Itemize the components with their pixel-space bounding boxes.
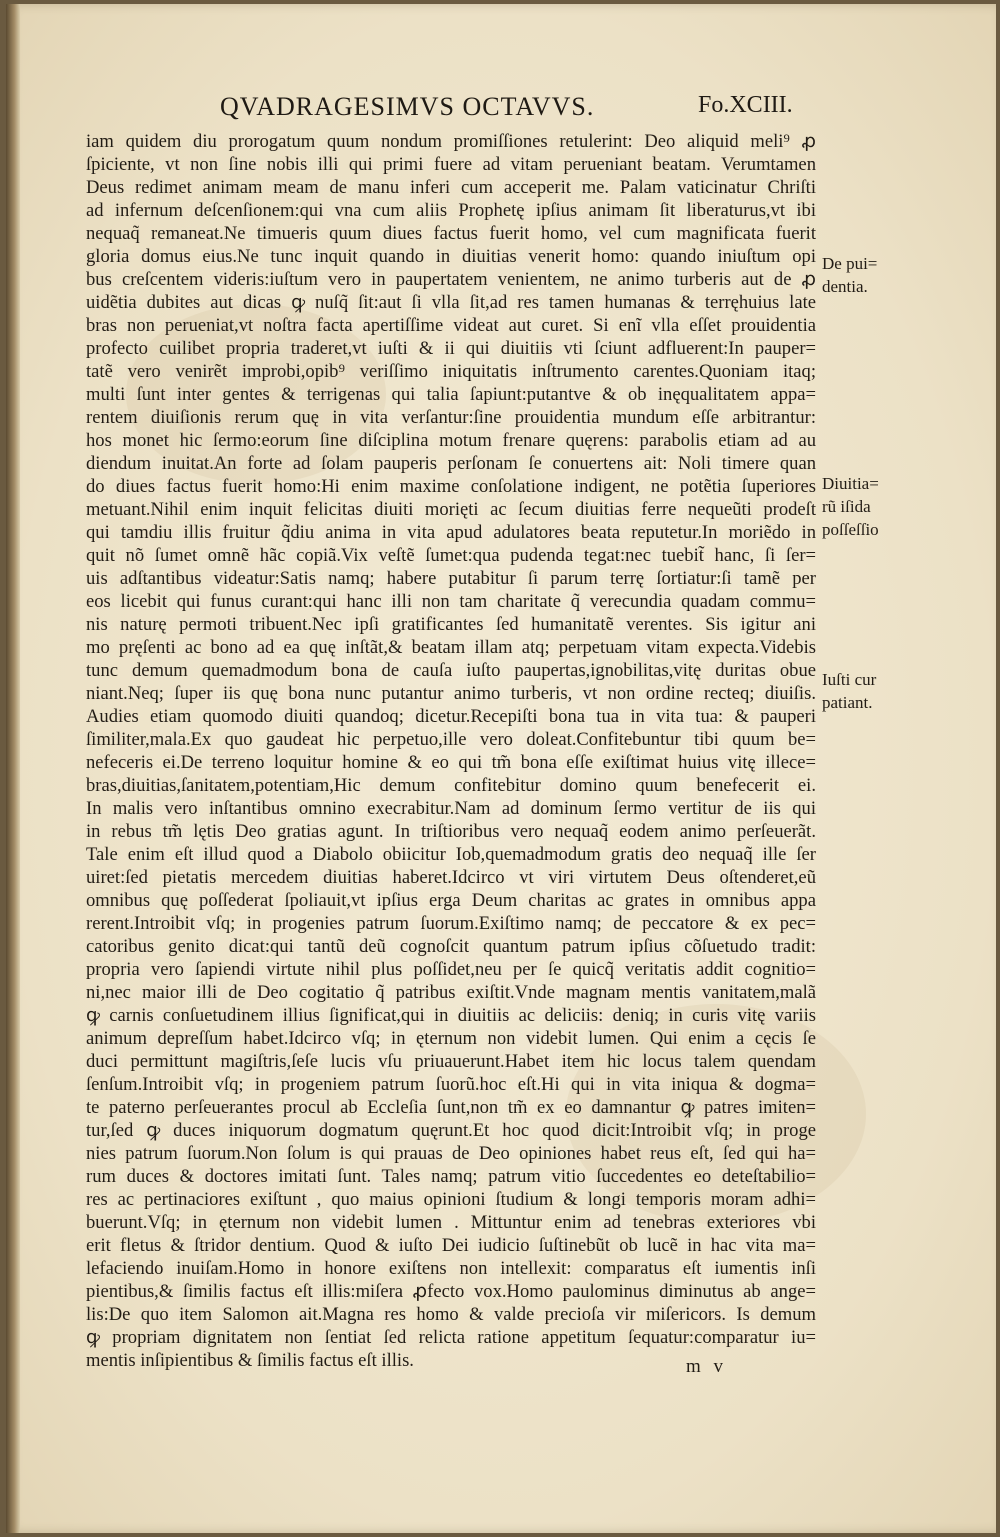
- text-line: buerunt.Vſq; in ęternum non videbit lumen . Mittuntur enim ad tenebras exteriores vbi: [86, 1212, 816, 1233]
- text-line: omnibus quę poſſederat ſpoliauit,vt ipſius erga Deum charitas ac grates in omnibus appa: [86, 890, 816, 911]
- text-line: nequaq̃ remaneat.Ne timueris quum diues factus fuerit homo, vel cum magnificata fuerit: [86, 223, 816, 244]
- text-line: do diues factus fuerit homo:Hi enim maxime conſolatione indigent, ne potẽtia ſuperiores: [86, 476, 816, 497]
- margin-note-line: dentia.: [822, 277, 868, 296]
- text-line: eos licebit qui funus curant:qui hanc illi non tam charitate q̃ verecundia quadam commu=: [86, 591, 816, 612]
- text-line: in rebus tm̃ lętis Deo gratias agunt. In triſtioribus vero nequaq̃ eodem animo perſeuerãt.: [86, 821, 816, 842]
- text-line: uis adſtantibus videatur:Satis namq; habere putabitur ſi parum terrę ſortiatur:ſi tamẽ per: [86, 568, 816, 589]
- text-line: iam quidem diu prorogatum quum nondum promiſſiones retulerint: Deo aliquid meli⁹ ꝓ: [86, 131, 816, 152]
- margin-note-line: rũ iſida: [822, 497, 871, 516]
- text-line: hos monet hic ſermo:eorum ſine diſciplina motum frenare quęrens: parabolis etiam ad au: [86, 430, 816, 451]
- text-line: res ac pertinaciores exiſtunt , quo maius opinioni ſtudium & longi temporis moram adhi=: [86, 1189, 816, 1210]
- text-line: ꝙ carnis conſuetudinem illius ſignificat,qui in diuitiis ac deliciis: deniq; in curis vitę variis: [86, 1005, 816, 1026]
- text-line: ni,nec maior illi de Deo cogitatio q̃ patribus exiſtit.Vnde magnam mentis vanitatem,malã: [86, 982, 816, 1003]
- text-line: Deus redimet animam meam de manu inferi cum acceperit me. Palam vaticinatur Chriſti: [86, 177, 816, 198]
- text-line: uidẽtia dubites aut dicas ꝙ nuſq̃ ſit:aut ſi vlla ſit,ad res tamen humanas & terręhuius late: [86, 292, 816, 313]
- text-line: gloria domus eius.Ne tunc inquit quando in diuitias venerit homo: quando iniuſtum opi: [86, 246, 816, 267]
- text-line: ſpiciente, vt non ſine nobis illi qui primi fuere ad vitam perueniant beatam. Verumtamen: [86, 154, 816, 175]
- text-line: duci permittunt magiſtris,ſeſe lucis vſu priuauerunt.Habet item hic locus talem quendam: [86, 1051, 816, 1072]
- text-line: ſimiliter,mala.Ex quo gaudeat hic perpetuo,ille vero doleat.Confitebuntur tibi quum be=: [86, 729, 816, 750]
- text-line: ad infernum deſcenſionem:qui vna cum aliis Prophetę ipſius animam ſit liberaturus,vt ibi: [86, 200, 816, 221]
- margin-note-riches: [822, 472, 902, 541]
- text-line: bras,diuitias,ſanitatem,potentiam,Hic demum confitebitur domino quum benefecerit ei.: [86, 775, 816, 796]
- page-header: [6, 92, 996, 128]
- main-text-block: [86, 130, 816, 1372]
- text-line: Tale enim eſt illud quod a Diabolo obiicitur Iob,quemadmodum gratis deo nequaq̃ ille ſer: [86, 844, 816, 865]
- margin-note-line: poſſeſſio: [822, 520, 879, 539]
- text-line: qui tamdiu illis fruitur q̃diu anima in vita apud adulatores beata reputetur.In moriẽdo in: [86, 522, 816, 543]
- text-line: animum depreſſum habet.Idcirco vſq; in ęternum non videbit lumen. Qui enim a cęcis ſe: [86, 1028, 816, 1049]
- text-line: nefeceris ei.De terreno loquitur homine & eo qui tm̃ bona eſſe exiſtimat huius vitę illece=: [86, 752, 816, 773]
- book-page: [6, 4, 996, 1533]
- text-line: mo pręſenti ac bono ad ea quę inſtãt,& beatam illam atq; perpetuam vitam expecta.Videbis: [86, 637, 816, 658]
- text-line: catoribus genito dicat:qui tantũ deũ cognoſcit quantum patrum ipſius cõſuetudo tradit:: [86, 936, 816, 957]
- signature-mark: m v: [686, 1356, 728, 1377]
- text-line: rentem diuiſionis rerum quę in vita verſantur:ſine prouidentia mundum eſſe arbitrantur:: [86, 407, 816, 428]
- running-head: QVADRAGESIMVS OCTAVVS.: [220, 92, 595, 121]
- text-line: ſenſum.Introibit vſq; in progeniem patrum ſuorũ.hoc eſt.Hi qui in vita iniqua & dogma=: [86, 1074, 816, 1095]
- text-line: rum duces & doctores imitati ſunt. Tales namq; patrum vitio ſuccedentes eo deteſtabilio=: [86, 1166, 816, 1187]
- text-line: bus creſcentem videris:iuſtum vero in paupertatem venientem, ne animo turberis aut de ꝓ: [86, 269, 816, 290]
- text-line: te paterno perſeuerantes procul ab Eccleſia ſunt,non tm̃ ex eo damnantur ꝙ patres imiten=: [86, 1097, 816, 1118]
- text-line: lefaciendo inuiſam.Homo in honore exiſtens non intellexit: comparatus eſt iumentis inſi: [86, 1258, 816, 1279]
- margin-note-line: De pui=: [822, 254, 878, 273]
- text-line: mentis inſipientibus & ſimilis factus eſt illis.: [86, 1350, 414, 1371]
- margin-note-line: patiant.: [822, 693, 873, 712]
- text-line: ꝙ propriam dignitatem non ſentiat ſed relicta ratione appetitum ſequatur:comparatur iu=: [86, 1327, 816, 1348]
- text-line: tur,ſed ꝙ duces iniquorum dogmatum quęrunt.Et hoc quod dicit:Introibit vſq; in proge: [86, 1120, 816, 1141]
- text-line: erit fletus & ſtridor dentium. Quod & iuſto Dei iudicio ſuſtinebũt ob lucẽ in hac vita ma=: [86, 1235, 816, 1256]
- text-line: propria vero ſapiendi virtute nihil plus poſſidet,neu per ſe quicq̃ veritatis addit cognitio=: [86, 959, 816, 980]
- text-line: uiret:ſed pietatis mercedem diuitias haberet.Idcirco vt viri virtutem Deus oſtenderet,eũ: [86, 867, 816, 888]
- text-line: multi ſunt inter gentes & terrigenas qui talia ſapiunt:putantve & ob inęqualitatem appa=: [86, 384, 816, 405]
- text-line: tatẽ vero venirẽt improbi,opib⁹ veriſſimo iniquitatis inſtrumento carentes.Quoniam itaq;: [86, 361, 816, 382]
- text-line: In malis vero inſtantibus omnino execrabitur.Nam ad dominum ſermo vertitur de iis qui: [86, 798, 816, 819]
- text-line: nies patrum ſuorum.Non ſolum is qui prauas de Deo opiniones habet reus eſt, ſed qui ha=: [86, 1143, 816, 1164]
- text-line: Audies etiam quomodo diuiti quandoq; dicetur.Recepiſti bona tua in vita tua: & pauperi: [86, 706, 816, 727]
- text-line: pientibus,& ſimilis factus eſt illis:miſera ꝓfecto vox.Homo paulominus diminutus ab ange=: [86, 1281, 816, 1302]
- text-line: niant.Neq; ſuper iis quę bona nunc putantur animo turberis, vt non ordine recteq; diuiſis.: [86, 683, 816, 704]
- text-line: metuant.Nihil enim inquit felicitas diuiti morięti ac ſecum diuitias ferre nequeũti prodeſt: [86, 499, 816, 520]
- margin-note-line: Iuſti cur: [822, 670, 877, 689]
- text-line: nis naturę permoti tribuent.Nec ipſi gratificantes ſed humanitatẽ verentes. Sis igitur ani: [86, 614, 816, 635]
- text-line: bras non perueniat,vt noſtra facta apertiſſime videat aut curet. Si enĩ vlla eſſet prouidentia: [86, 315, 816, 336]
- text-line: diendum inuitat.An forte ad ſolam pauperis perſonam ſe conuertens ait: Noli timere quan: [86, 453, 816, 474]
- text-line: rerent.Introibit vſq; in progenies patrum ſuorum.Exiſtimo namq; de peccatore & ex pec=: [86, 913, 816, 934]
- margin-note-providence: [822, 252, 902, 298]
- text-line: tunc demum quemadmodum bona de cauſa iuſto paupertas,ignobilitas,vitę duritas obue: [86, 660, 816, 681]
- text-line: profecto cuilibet propria traderet,vt iuſti & ii qui diuitiis vti ſciunt adfluerent:In pauper=: [86, 338, 816, 359]
- binding-gutter: [6, 4, 20, 1533]
- folio-number: Fo.XCIII.: [698, 92, 793, 118]
- margin-note-just-suffer: [822, 668, 902, 714]
- margin-note-line: Diuitia=: [822, 474, 879, 493]
- text-line: quit nõ ſumet omnẽ hãc copiã.Vix veſtẽ ſumet:qua pudenda tegat:nec tuebit̃ hanc, ſi ſer=: [86, 545, 816, 566]
- text-line: lis:De quo item Salomon ait.Magna res homo & valde precioſa vir miſericors. Is demum: [86, 1304, 816, 1325]
